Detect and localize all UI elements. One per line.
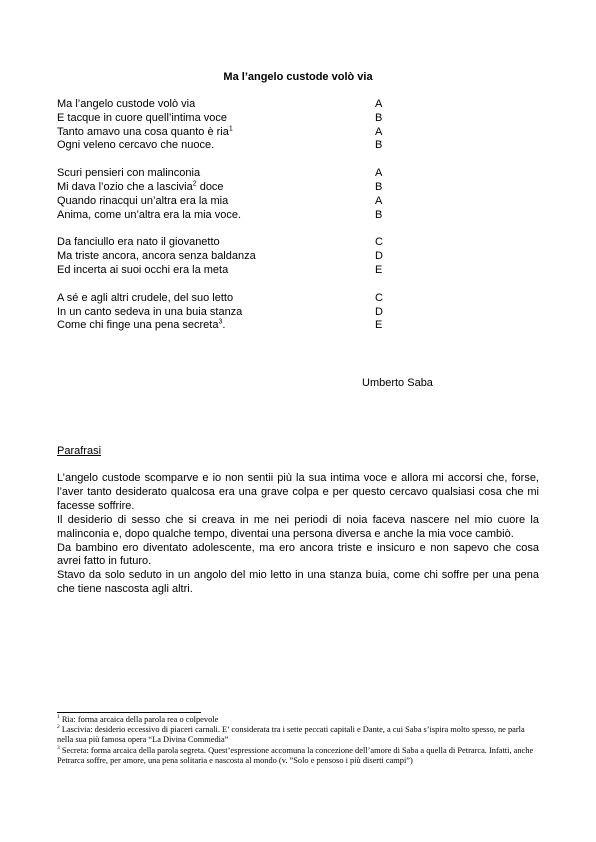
- poem-line: Quando rinacqui un’altra era la mia A: [57, 194, 383, 207]
- poem-line: Come chi finge una pena secreta$^3$. E: [57, 318, 383, 332]
- parafrasi-paragraph: Stavo da solo seduto in un angolo del mio letto in una stanza buia, come chi soffre per una pena che tiene nascosta agli altri.: [57, 569, 539, 596]
- poem-line: Tanto amavo una cosa quanto è ria$^1$ A: [57, 124, 383, 138]
- stanza-2: [57, 167, 397, 222]
- rhyme-letter: E: [375, 263, 383, 276]
- rhyme-letter: A: [375, 194, 383, 207]
- poem-line: Ma triste ancora, ancora senza baldanza D: [57, 250, 383, 263]
- footnote-ref[interactable]: 1: [228, 124, 233, 132]
- poem-line: Ed incerta ai suoi occhi era la meta E: [57, 263, 383, 276]
- poem-line: A sé e agli altri crudele, del suo letto C: [57, 291, 383, 304]
- rhyme-letter: B: [375, 111, 383, 124]
- poem-line: Scuri pensieri con malinconia A: [57, 167, 383, 180]
- footnote-ref[interactable]: 2: [192, 180, 197, 188]
- parafrasi-paragraph: Il desiderio di sesso che si creava in me nei periodi di noia faceva nascere nel mio cuore la malinconia e, dopo qualche tempo, diventai una persona diversa e anche la mia voce cambiò.: [57, 513, 539, 540]
- footnotes: [57, 715, 539, 766]
- poem-line: Mi dava l’ozio che a lascivia$^2$ doce B: [57, 180, 383, 193]
- footnote-number: 2: [57, 724, 60, 731]
- rhyme-letter: B: [375, 180, 383, 193]
- poem-line: Anima, come un’altra era la mia voce. B: [57, 208, 383, 221]
- footnote-ref[interactable]: 3: [218, 318, 223, 326]
- rhyme-letter: D: [375, 305, 383, 318]
- stanza-4: [57, 292, 397, 333]
- poem-line: Da fanciullo era nato il giovanetto C: [57, 236, 383, 249]
- stanza-1: [57, 98, 397, 153]
- poem-line: Ma l’angelo custode volò via A: [57, 98, 383, 110]
- footnote-1: $^1$ Ria: forma arcaica della parola rea o colpevole: [57, 714, 219, 724]
- rhyme-letter: E: [375, 319, 383, 332]
- poem-line: Ogni veleno cercavo che nuoce. B: [57, 139, 383, 152]
- rhyme-letter: C: [375, 291, 383, 304]
- footnote-3: $^3$ Secreta: forma arcaica della parola segreta. Quest’espressione accomuna la concezione dell’amore di Saba a quella di Petrarca. Infatti, anche Petrarca soffre, per amore, una pena solitaria e nascosta al mondo (v. ”Solo e pensoso i più diserti campi”): [57, 744, 534, 765]
- rhyme-letter: C: [375, 236, 383, 249]
- rhyme-letter: B: [375, 139, 383, 152]
- poem-line: In un canto sedeva in una buia stanza D: [57, 305, 383, 318]
- stanza-3: [57, 236, 397, 277]
- rhyme-letter: A: [375, 167, 383, 180]
- poem-line: E tacque in cuore quell’intima voce B: [57, 111, 383, 124]
- rhyme-letter: A: [375, 98, 383, 110]
- parafrasi-heading: Parafrasi: [57, 445, 102, 457]
- footnote-separator: [57, 712, 201, 713]
- parafrasi-body: [57, 472, 539, 597]
- author-name: Umberto Saba: [362, 377, 433, 389]
- rhyme-letter: D: [375, 250, 383, 263]
- parafrasi-paragraph: L’angelo custode scomparve e io non sentii più la sua intima voce e allora mi accorsi che, forse, l’aver tanto desiderato qualcosa era una grave colpa e per questo cercavo qualsiasi cosa che mi facesse soffrire.: [57, 472, 539, 512]
- rhyme-letter: B: [375, 208, 383, 221]
- footnote-2: $^2$ Lascivia: desiderio eccessivo di piaceri carnali. E’ considerata tra i sette peccati capitali e Dante, a cui Saba s’ispira molto spesso, ne parla nella sua più famosa opera “La Divina Commedia”: [57, 724, 525, 745]
- footnote-number: 3: [57, 744, 60, 751]
- parafrasi-paragraph: Da bambino ero diventato adolescente, ma ero ancora triste e insicuro e non sapevo che cosa avrei fatto in futuro.: [57, 541, 539, 568]
- poem: [57, 98, 397, 347]
- footnote-number: 1: [57, 714, 60, 721]
- poem-title: Ma l’angelo custode volò via: [223, 71, 373, 83]
- rhyme-letter: A: [375, 125, 383, 138]
